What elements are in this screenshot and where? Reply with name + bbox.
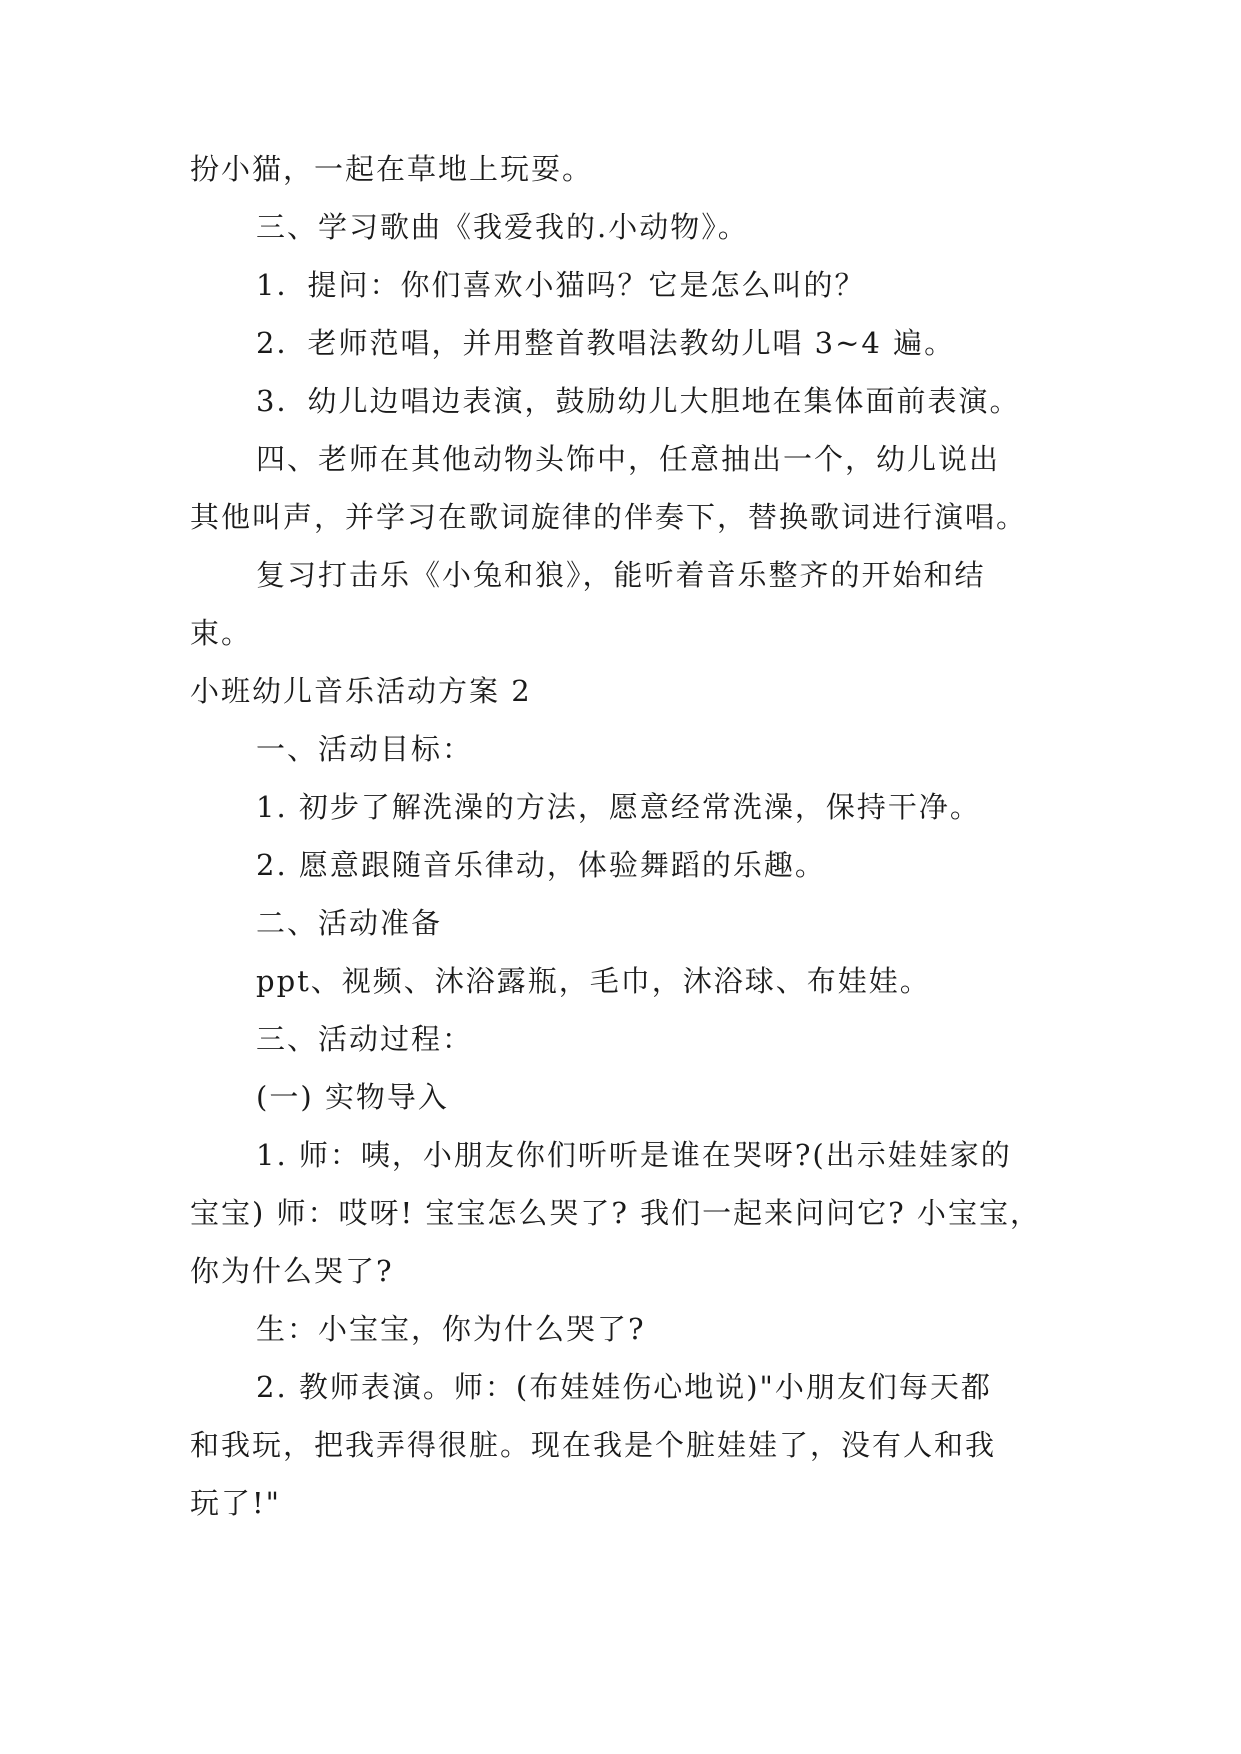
text-line-18: 1. 师：咦，小朋友你们听听是谁在哭呀?(出示娃娃家的	[256, 1138, 1012, 1172]
text-line-4: 2．老师范唱，并用整首教唱法教幼儿唱 3~4 遍。	[256, 326, 956, 360]
text-line-5: 3．幼儿边唱边表演，鼓励幼儿大胆地在集体面前表演。	[256, 384, 1021, 418]
text-line-8: 复习打击乐《小兔和狼》，能听着音乐整齐的开始和结	[256, 558, 986, 592]
text-line-20: 你为什么哭了?	[190, 1254, 394, 1288]
text-line-23: 和我玩，把我弄得很脏。现在我是个脏娃娃了，没有人和我	[190, 1428, 997, 1462]
text-line-22: 2. 教师表演。师：(布娃娃伤心地说)"小朋友们每天都	[256, 1370, 992, 1404]
text-line-7: 其他叫声，并学习在歌词旋律的伴奏下，替换歌词进行演唱。	[190, 500, 1028, 534]
section-title: 小班幼儿音乐活动方案 2	[190, 674, 532, 708]
text-line-3: 1．提问：你们喜欢小猫吗？它是怎么叫的？	[256, 268, 866, 302]
text-line-13: 2. 愿意跟随音乐律动，体验舞蹈的乐趣。	[256, 848, 826, 882]
text-line-15: ppt、视频、沐浴露瓶，毛巾，沐浴球、布娃娃。	[256, 964, 931, 998]
text-line-19: 宝宝) 师：哎呀! 宝宝怎么哭了? 我们一起来问问它? 小宝宝，	[190, 1196, 1041, 1230]
text-line-6: 四、老师在其他动物头饰中，任意抽出一个，幼儿说出	[256, 442, 1001, 476]
text-line-21: 生：小宝宝，你为什么哭了?	[256, 1312, 646, 1346]
text-line-24: 玩了!"	[190, 1486, 281, 1520]
text-line-17: (一) 实物导入	[256, 1080, 449, 1114]
text-line-14: 二、活动准备	[256, 906, 443, 940]
text-line-2: 三、学习歌曲《我爱我的.小动物》。	[256, 210, 749, 244]
text-line-12: 1. 初步了解洗澡的方法，愿意经常洗澡，保持干净。	[256, 790, 981, 824]
text-line-16: 三、活动过程：	[256, 1022, 474, 1056]
text-line-9: 束。	[190, 616, 253, 650]
text-line-1: 扮小猫，一起在草地上玩耍。	[190, 152, 594, 186]
document-page	[190, 140, 1070, 1532]
text-line-11: 一、活动目标：	[256, 732, 474, 766]
